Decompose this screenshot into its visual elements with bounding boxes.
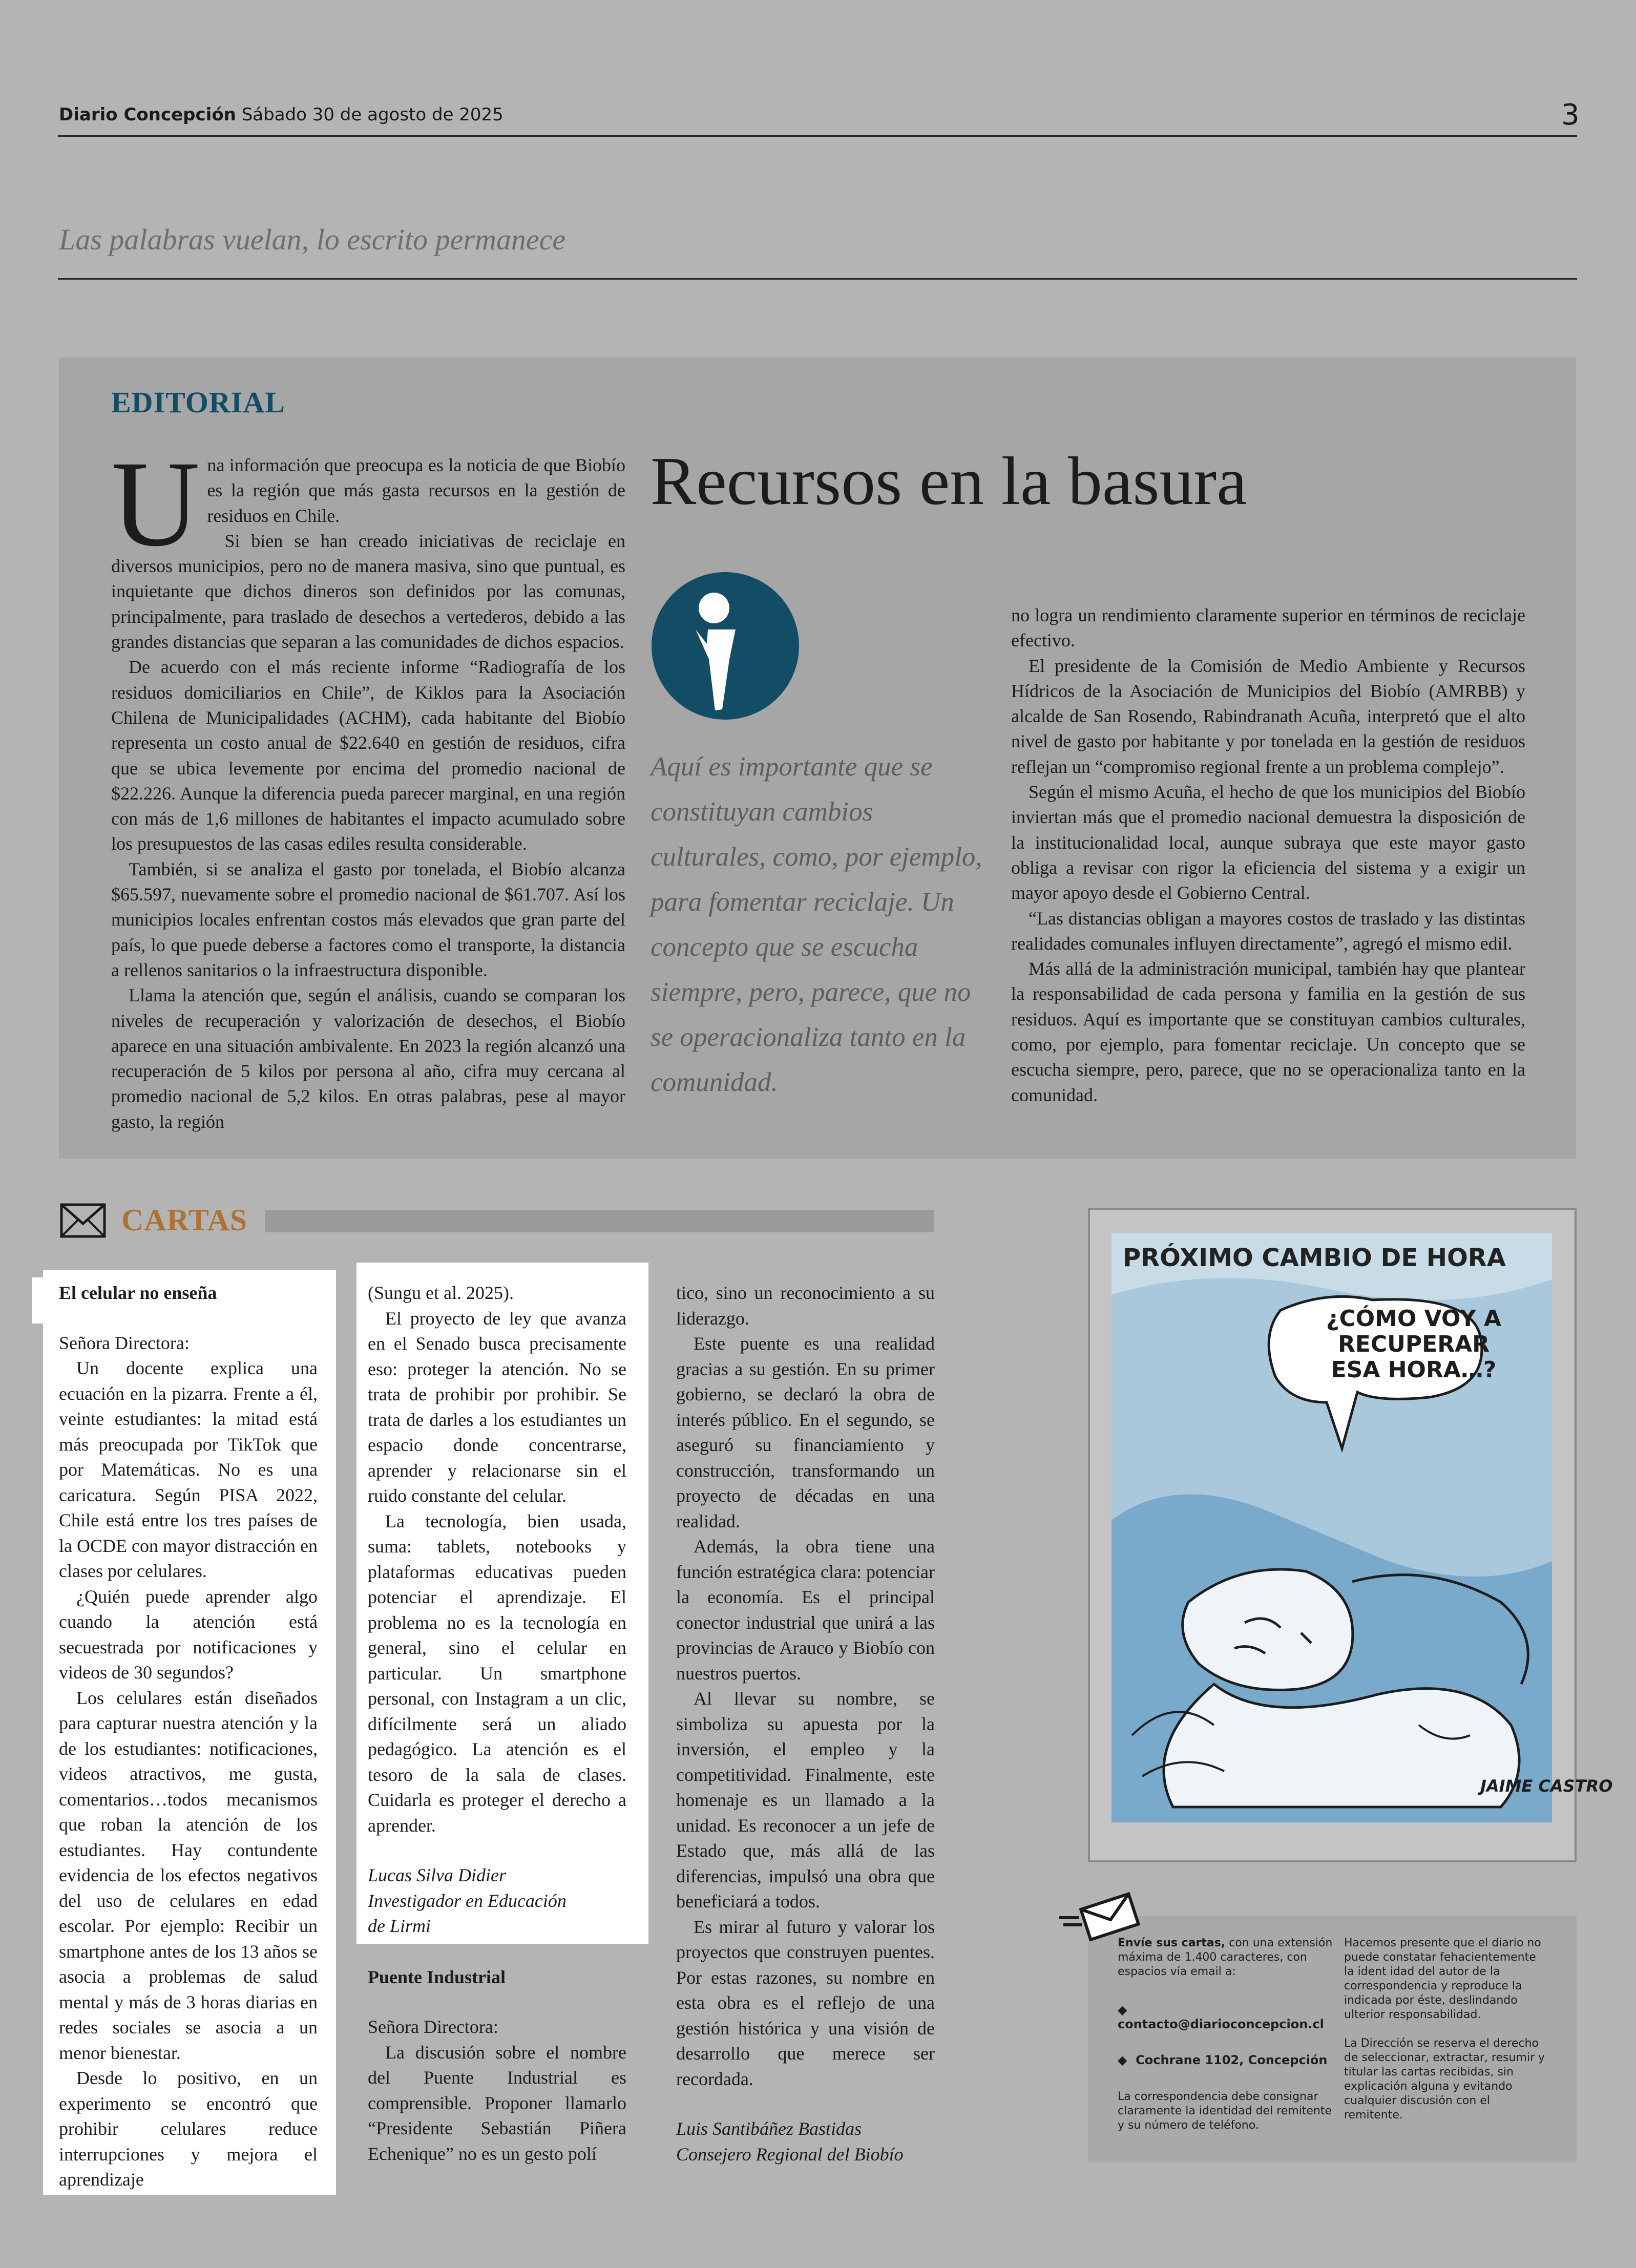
letter-paragraph: (Sungu et al. 2025). <box>368 1283 514 1303</box>
editorial-paragraph: Si bien se han creado iniciativas de reciclaje en diversos municipios, pero no de manera masiva, sino que puntual, es inquietante que dichos dineros son definidos por las comunas, principalmente, para traslado de desechos a vertederos, debido a las grandes distancias que separan a las comunidades de dichos espacios. <box>111 530 625 653</box>
letters-column-1 <box>59 1280 318 2193</box>
letter-signature-name: Lucas Silva Didier <box>368 1865 506 1885</box>
editorial-paragraph: na información que preocupa es la noticia de que Biobío es la región que más gasta recursos en la gestión de residuos en Chile. <box>207 455 625 526</box>
cartoon-title: PRÓXIMO CAMBIO DE HORA <box>1123 1244 1506 1272</box>
letter-signature-name: Luis Santibáñez Bastidas <box>676 2118 862 2139</box>
slogan-rule <box>58 278 1577 280</box>
cartas-bar <box>265 1210 934 1232</box>
page-number: 3 <box>1561 98 1580 132</box>
info-box-right <box>1344 1936 1549 2123</box>
letter-paragraph: Los celulares están diseñados para capturar nuestra atención y la de los estudiantes: notificaciones, videos atractivos, me gusta, comentarios…todos mecanismos que roban la atención de los estudiantes. Hay contundente evidencia de los efectos negativos del uso de celulares en edad escolar. Por ejemplo: Recibir un smartphone antes de los 13 años se asocia a problemas de salud mental y más de 3 horas diarias en redes sociales se asocia a un menor bienestar. <box>59 1687 318 2063</box>
letter-signature-role: Investigador en Educación <box>368 1890 567 1911</box>
letter-title: El celular no enseña <box>59 1283 217 1303</box>
letter-salutation: Señora Directora: <box>59 1332 190 1353</box>
letter-title: Puente Industrial <box>368 1966 506 1987</box>
letter-signature-role: de Lirmi <box>368 1916 431 1936</box>
info-editorial-rights: La Dirección se reserva el derecho de seleccionar, extractar, resumir y titular las cartas recibidas, sin explicación alguna y evitando cualquier discusión con el remitente. <box>1344 2037 1545 2122</box>
letter-paragraph: ¿Quién puede aprender algo cuando la atención está secuestrada por notificaciones y videos de 30 segundos? <box>59 1586 318 1683</box>
info-lead-text: con una extensión máxima de 1.400 caracteres, con espacios vía email a: <box>1118 1937 1333 1978</box>
info-lead <box>1118 1936 1333 1979</box>
letter-paragraph: tico, sino un reconocimiento a su liderazgo. <box>676 1283 935 1329</box>
letter-paragraph: Además, la obra tiene una función estratégica clara: potenciar la economía. Es el principal conector industrial que unirá a las provincias de Arauco y Biobío con nuestros puertos. <box>676 1536 935 1684</box>
publication-date: Sábado 30 de agosto de 2025 <box>241 104 504 125</box>
header-rule <box>58 135 1577 137</box>
drop-cap: U <box>111 435 200 572</box>
info-address-text: Cochrane 1102, Concepción <box>1136 2053 1328 2067</box>
editorial-paragraph: no logra un rendimiento claramente superior en términos de reciclaje efectivo. <box>1011 605 1525 651</box>
letter-paragraph: La tecnología, bien usada, suma: tablets, notebooks y plataformas educativas pueden potenciar el aprendizaje. El problema no es la tecnología en general, sino el celular en particular. Un smartphone personal, con Instagram a un clic, difícilmente será un aliado pedagógico. La atención es el tesoro de la sala de clases. Cuidarla es proteger el derecho a aprender. <box>368 1510 626 1836</box>
envelope-icon <box>60 1203 106 1238</box>
cartoon-speech-bubble: ¿CÓMO VOY A RECUPERAR ESA HORA…? <box>1326 1306 1502 1383</box>
letters-column-3 <box>676 1280 935 2167</box>
editorial-paragraph: El presidente de la Comisión de Medio Ambiente y Recursos Hídricos de la Asociación de Municipios del Biobío (AMRBB) y alcalde de San Rosendo, Rabindranath Acuña, interpretó que el alto nivel de gasto por habitante y por tonelada en la gestión de residuos reflejan un “compromiso regional frente a un problema complejo”. <box>1011 655 1525 777</box>
section-slogan: Las palabras vuelan, lo escrito permanece <box>59 223 566 256</box>
letters-column-2 <box>368 1280 626 2167</box>
mail-send-icon <box>1056 1888 1139 1939</box>
editorial-column-3 <box>1011 603 1525 1108</box>
letter-paragraph: Al llevar su nombre, se simboliza su apuesta por la inversión, el empleo y la competitividad. Finalmente, este homenaje es un llamado a la unidad. Es reconocer a un jefe de Estado que, más allá de las diferencias, impulsó una obra que beneficiará a todos. <box>676 1688 935 1912</box>
pull-quote: Aquí es importante que se constituyan cambios culturales, como, por ejemplo, para fomentar reciclaje. Un concepto que se escucha siempre, pero, parece, que no se operacionaliza tanto en la comunidad. <box>651 752 982 1097</box>
cartas-label: CARTAS <box>121 1203 248 1237</box>
letter-paragraph: Es mirar al futuro y valorar los proyectos que construyen puentes. Por estas razones, su nombre en esta obra es el reflejo de una gestión histórica y una visión de desarrollo que merece ser recordada. <box>676 1916 935 2089</box>
editorial-paragraph: Más allá de la administración municipal, también hay que plantear la responsabilidad de cada persona y familia en la gestión de sus residuos. Aquí es importante que se constituyan cambios culturales, como, por ejemplo, para fomentar reciclaje. Un concepto que se escucha siempre, pero, parece, que no se operacionaliza tanto en la comunidad. <box>1011 958 1525 1105</box>
editorial-paragraph: De acuerdo con el más reciente informe “Radiografía de los residuos domiciliarios en Chile”, de Kiklos para la Asociación Chilena de Municipalidades (ACHM), cada habitante del Biobío representa un costo anual de $22.640 en gestión de residuos, cifra que se ubica levemente por encima del promedio nacional de $22.226. Aunque la diferencia pueda parecer marginal, en una región con más de 1,6 millones de habitantes el impacto acumulado sobre los presupuestos de las casas ediles resulta considerable. <box>111 657 625 854</box>
letter-paragraph: Desde lo positivo, en un experimento se encontró que prohibir celulares reduce interrupciones y mejora el aprendizaje <box>59 2068 318 2190</box>
info-address: ◆ Cochrane 1102, Concepción <box>1118 2053 1328 2067</box>
info-email-text[interactable]: contacto@diarioconcepcion.cl <box>1118 2017 1324 2031</box>
info-disclaimer: Hacemos presente que el diario no puede constatar fehacientemente la ident idad del autor de la correspondencia y reproduce la indicada por éste, deslindando ulterior responsabilidad. <box>1344 1937 1541 2021</box>
editorial-column-1 <box>111 435 625 1135</box>
masthead <box>59 104 504 125</box>
letter-paragraph: Un docente explica una ecuación en la pizarra. Frente a él, veinte estudiantes: la mitad está más preocupada por TikTok que por Matemáticas. No es una caricatura. Según PISA 2022, Chile está entre los tres países de la OCDE con mayor distracción en clases por celulares. <box>59 1358 318 1581</box>
letter-paragraph: Este puente es una realidad gracias a su gestión. En su primer gobierno, se declaró la obra de interés público. En el segundo, se aseguró su financiamiento y construcción, transformando un proyecto de décadas en una realidad. <box>676 1333 935 1531</box>
editorial-title: Recursos en la basura <box>651 443 1247 519</box>
info-email[interactable]: ◆ contacto@diarioconcepcion.cl <box>1118 2003 1324 2031</box>
info-note: La correspondencia debe consignar claramente la identidad del remitente y su número de teléfono. <box>1118 2090 1332 2132</box>
letter-salutation: Señora Directora: <box>368 2017 498 2037</box>
cartoon-signature: JAIME CASTRO <box>1480 1776 1613 1796</box>
editorial-paragraph: “Las distancias obligan a mayores costos de traslado y las distintas realidades comunales influyen directamente”, agregó el mismo edil. <box>1011 908 1525 954</box>
letter-paragraph: La discusión sobre el nombre del Puente Industrial es comprensible. Proponer llamarlo “Presidente Sebastián Piñera Echenique” no es un gesto polí <box>368 2042 626 2164</box>
letter-signature-role: Consejero Regional del Biobío <box>676 2144 904 2165</box>
editorial-label: EDITORIAL <box>111 386 285 419</box>
highlight-tab <box>32 1277 46 1324</box>
info-box-left <box>1118 1936 1333 2133</box>
editorial-paragraph: También, si se analiza el gasto por tonelada, el Biobío alcanza $65.597, nuevamente sobre el promedio nacional de $61.707. Así los municipios locales enfrentan costos más elevados que gran parte del país, lo que puede deberse a factores como el transporte, la distancia a rellenos sanitarios o la infraestructura disponible. <box>111 858 625 980</box>
publication-name: Diario Concepción <box>59 104 236 125</box>
letter-paragraph: El proyecto de ley que avanza en el Senado busca precisamente eso: proteger la atención. No se trata de prohibir por prohibir. Se trata de darles a los estudiantes un espacio donde concentrarse, aprender y relacionarse sin el ruido constante del celular. <box>368 1308 626 1506</box>
editorial-paragraph: Según el mismo Acuña, el hecho de que los municipios del Biobío inviertan más que el promedio nacional demuestra la disposición de la institucionalidad local, aunque subraya que este mayor gasto obliga a revisar con rigor la eficiencia del sistema y a exigir un mayor apoyo desde el Gobierno Central. <box>1011 782 1525 904</box>
editorial-paragraph: Llama la atención que, según el análisis, cuando se comparan los niveles de recuperación y valorización de desechos, el Biobío aparece en una situación ambivalente. En 2023 la región alcanzó una recuperación de 5 kilos por persona al año, cifra muy cercana al promedio nacional de 5,2 kilos. En otras palabras, pese al mayor gasto, la región <box>111 985 625 1132</box>
info-icon <box>652 572 799 720</box>
info-lead-bold: Envíe sus cartas, <box>1118 1937 1226 1949</box>
